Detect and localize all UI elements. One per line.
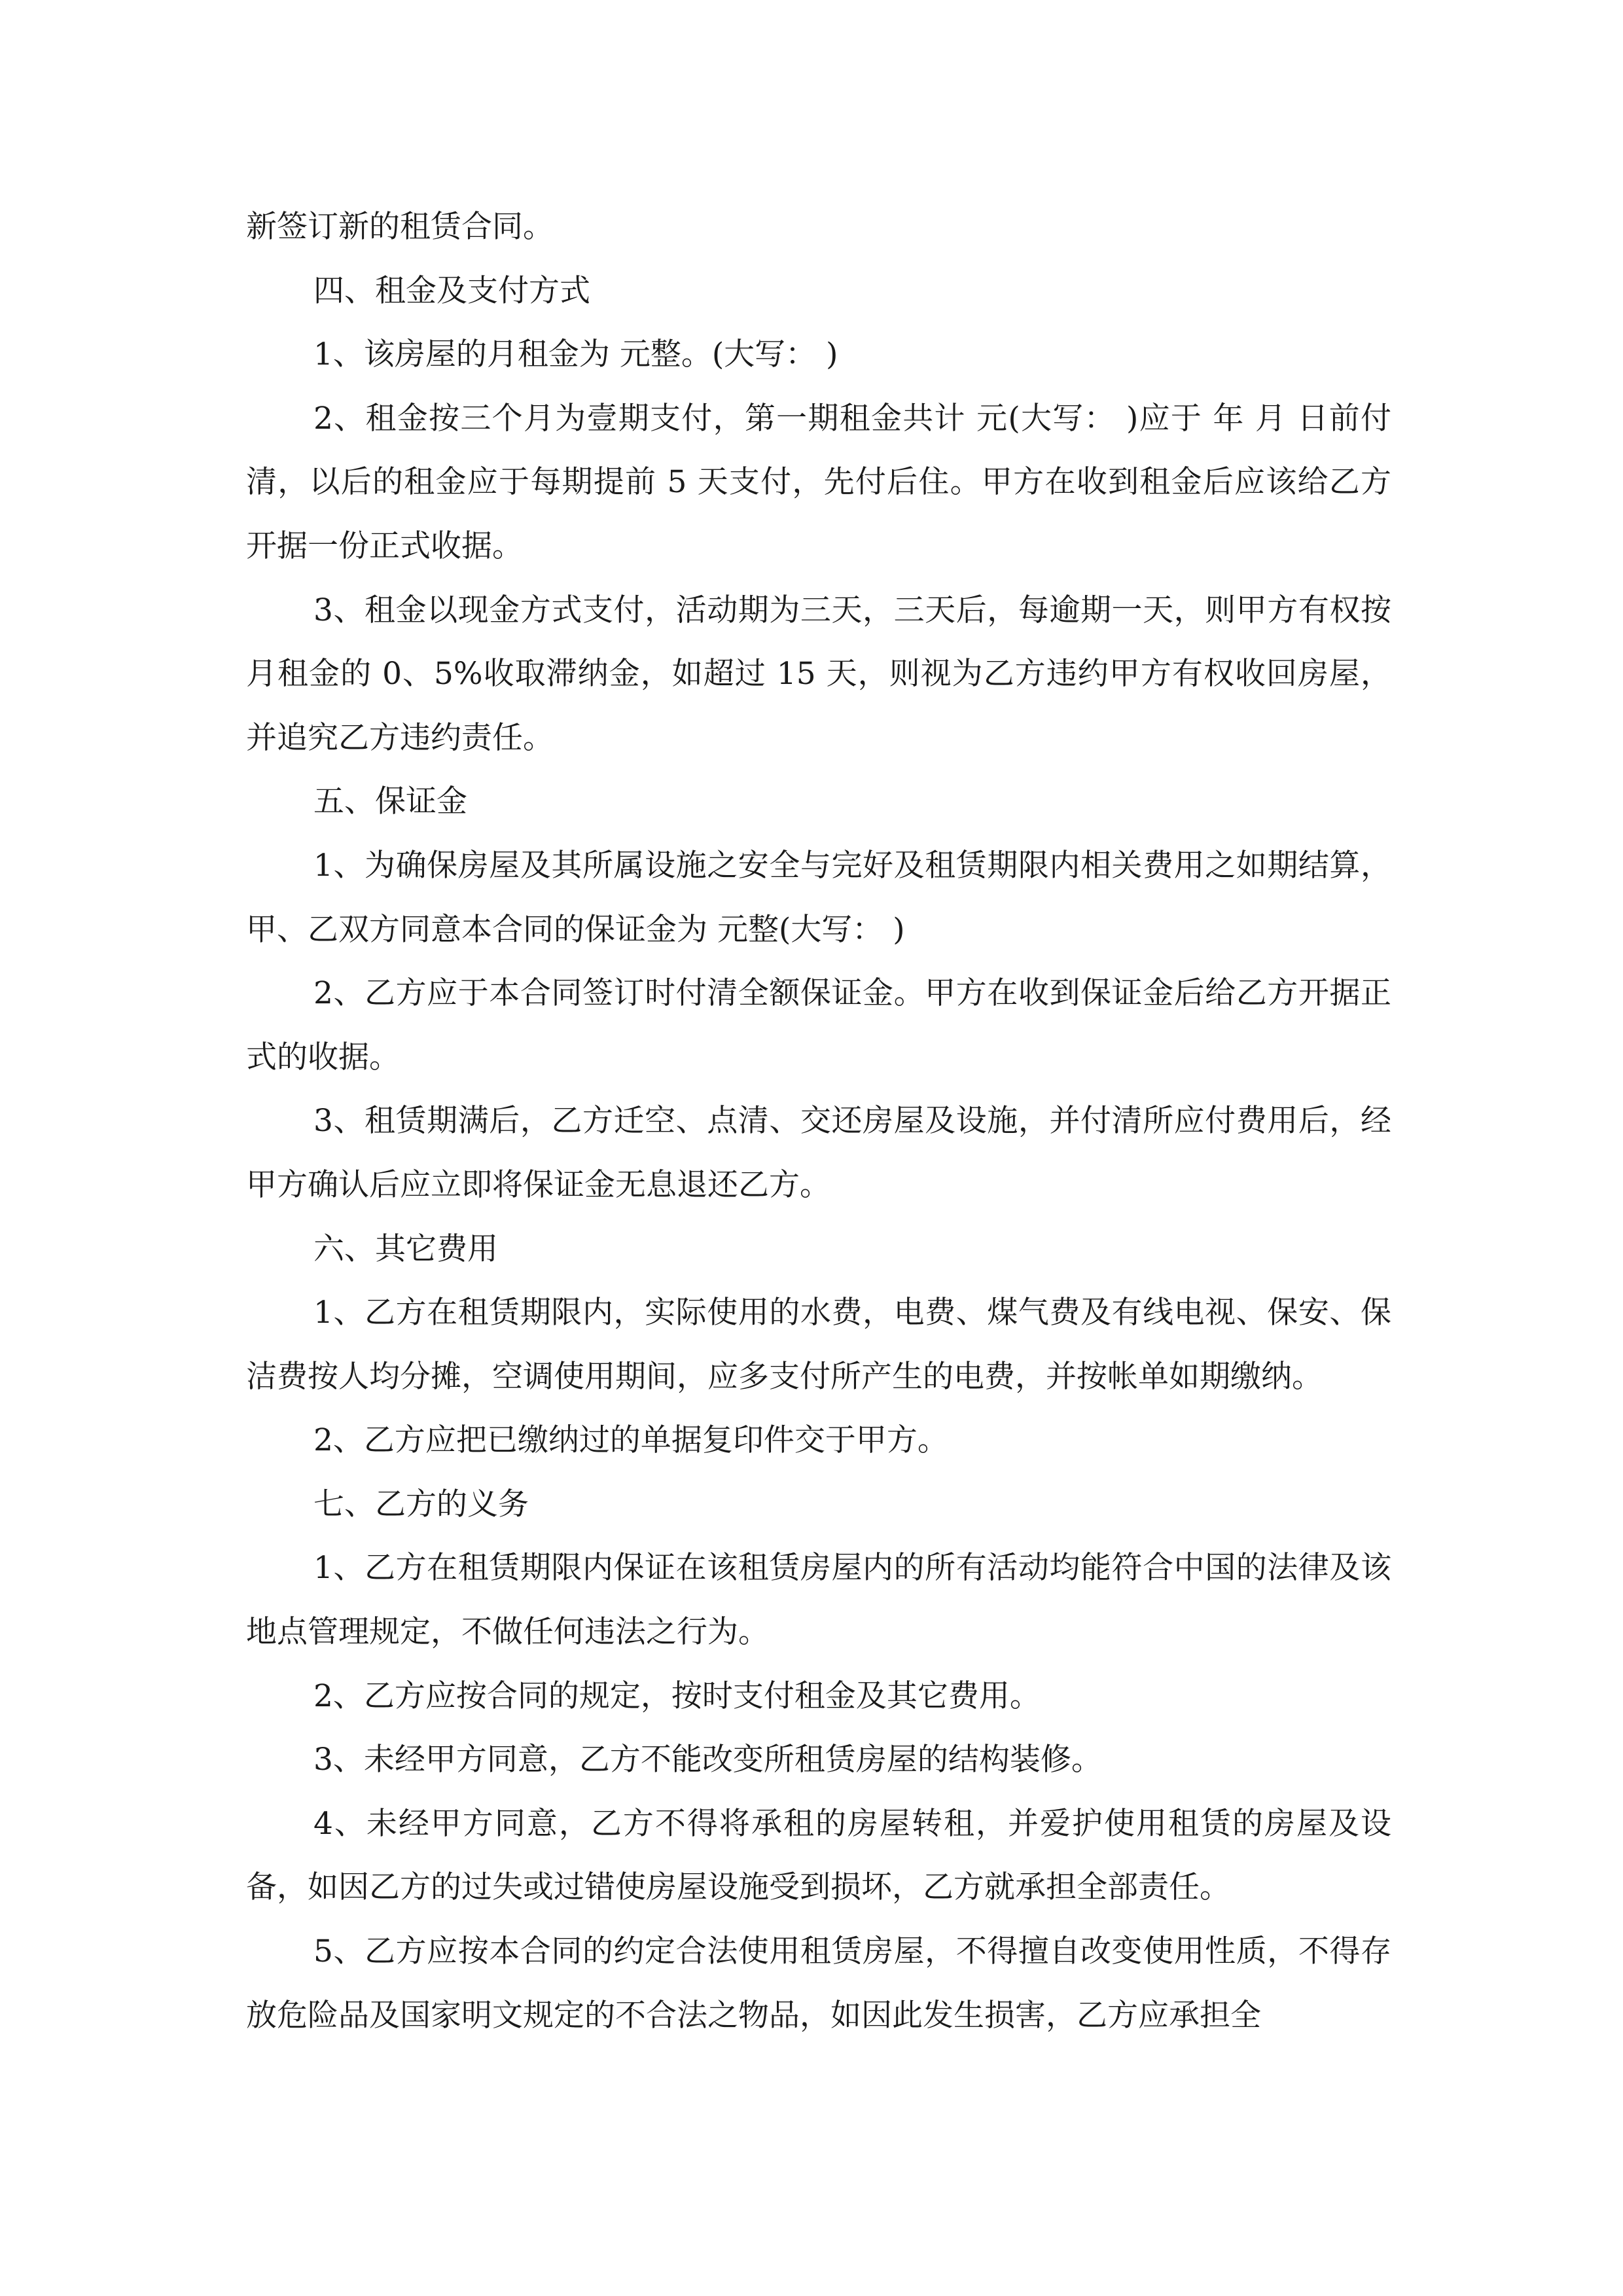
- clause-7-2: 2、乙方应按合同的规定，按时支付租金及其它费用。: [313, 1677, 1041, 1714]
- clause-4-1: 1、该房屋的月租金为 元整。(大写： ): [313, 336, 838, 373]
- section-heading-tenant-obligations: 七、乙方的义务: [313, 1486, 529, 1522]
- clause-7-3: 3、未经甲方同意，乙方不能改变所租赁房屋的结构装修。: [313, 1742, 1102, 1778]
- clause-6-1: 1、乙方在租赁期限内，实际使用的水费，电费、煤气费及有线电视、保安、保洁费按人均分摊，空调使用期间，应多支付所产生的电费，并按帐单如期缴纳。: [246, 1295, 1391, 1395]
- clause-5-3: 3、租赁期满后，乙方迁空、点清、交还房屋及设施，并付清所应付费用后，经甲方确认后应立即将保证金无息退还乙方。: [246, 1103, 1391, 1203]
- section-heading-other-fees: 六、其它费用: [313, 1230, 498, 1267]
- section-heading-deposit: 五、保证金: [313, 783, 467, 820]
- clause-4-2: 2、租金按三个月为壹期支付，第一期租金共计 元(大写： )应于 年 月 日前付清，以后的租金应于每期提前 5 天支付，先付后住。甲方在收到租金后应该给乙方开据一份正式收据。: [246, 400, 1391, 564]
- clause-7-4: 4、未经甲方同意，乙方不得将承租的房屋转租，并爱护使用租赁的房屋及设备，如因乙方的过失或过错使房屋设施受到损坏，乙方就承担全部责任。: [246, 1805, 1391, 1906]
- clause-5-2: 2、乙方应于本合同签订时付清全额保证金。甲方在收到保证金后给乙方开据正式的收据。: [246, 975, 1391, 1075]
- clause-6-2: 2、乙方应把已缴纳过的单据复印件交于甲方。: [313, 1422, 948, 1459]
- section-heading-rent-payment: 四、租金及支付方式: [313, 272, 590, 309]
- clause-4-3: 3、租金以现金方式支付，活动期为三天，三天后，每逾期一天，则甲方有权按月租金的 0、5%收取滞纳金，如超过 15 天，则视为乙方违约甲方有权收回房屋，并追究乙方违约责任。: [246, 592, 1391, 756]
- clause-5-1: 1、为确保房屋及其所属设施之安全与完好及租赁期限内相关费用之如期结算，甲、乙双方同意本合同的保证金为 元整(大写： ): [246, 847, 1391, 948]
- document-page: [246, 195, 1391, 2047]
- paragraph-continuation: 新签订新的租赁合同。: [246, 209, 554, 245]
- clause-7-5: 5、乙方应按本合同的约定合法使用租赁房屋，不得擅自改变使用性质，不得存放危险品及国家明文规定的不合法之物品，如因此发生损害，乙方应承担全: [246, 1933, 1391, 2034]
- clause-7-1: 1、乙方在租赁期限内保证在该租赁房屋内的所有活动均能符合中国的法律及该地点管理规定，不做任何违法之行为。: [246, 1550, 1391, 1651]
